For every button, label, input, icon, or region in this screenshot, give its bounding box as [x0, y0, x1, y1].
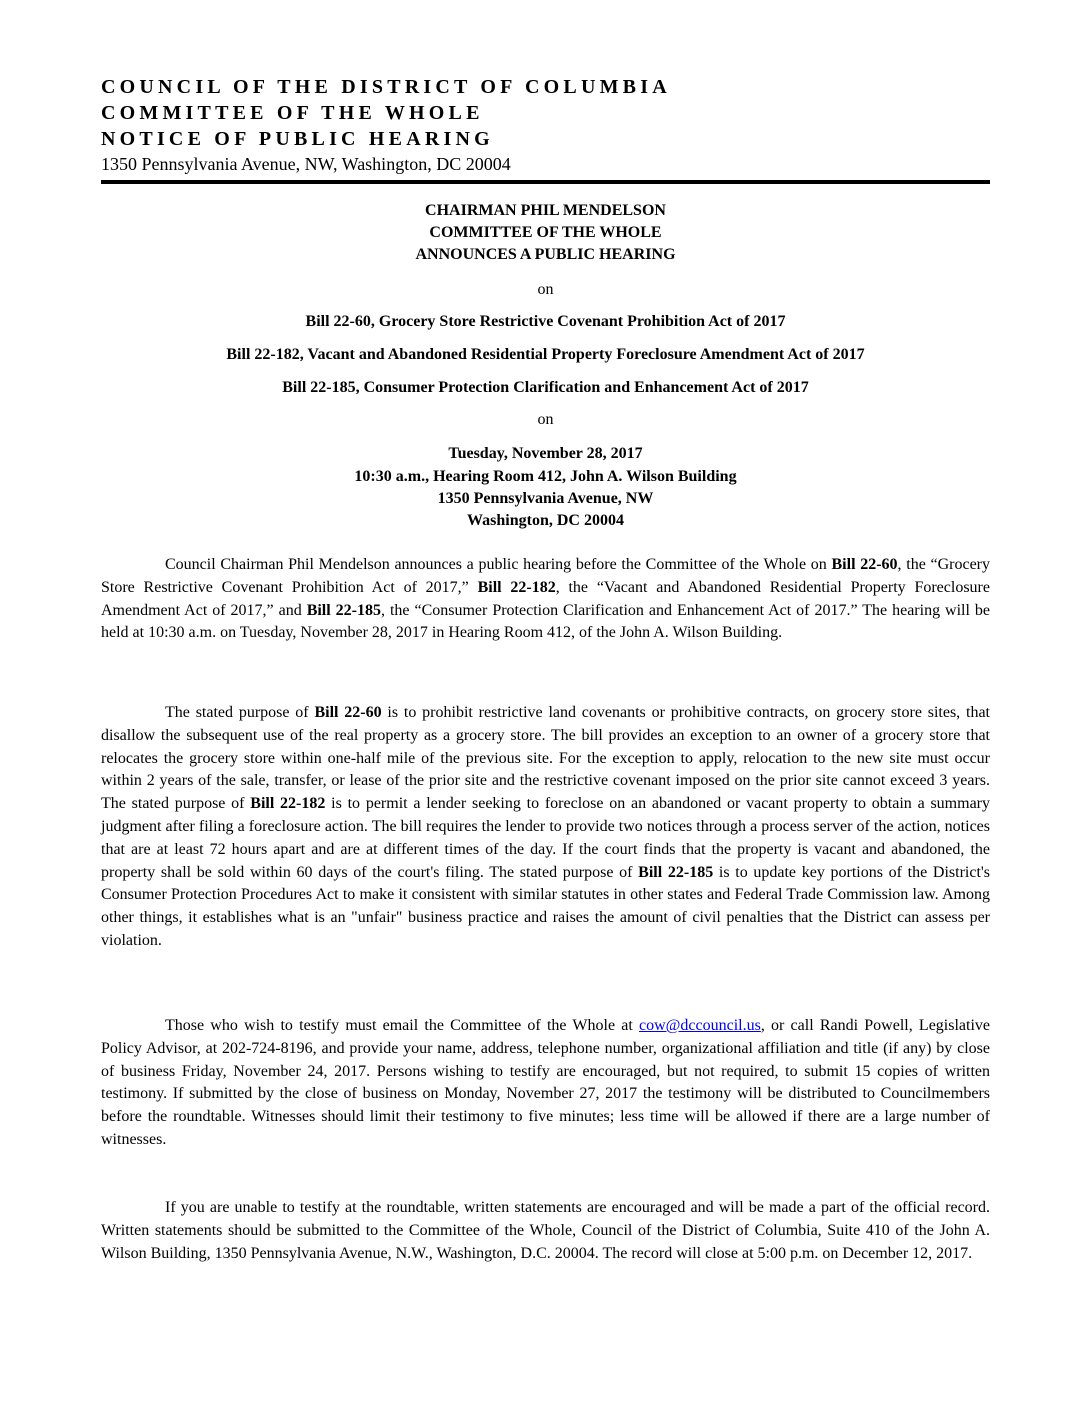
purpose-paragraph: The stated purpose of Bill 22-60 is to prohibit restrictive land covenants or prohibitive contracts, on grocery store sites, that disallow the subsequent use of the real property as a grocery store. The bill provides an exception to an owner of a grocery store that relocates the grocery store within one-half mile of the previous site. For the exception to apply, relocation to the new site must occur within 2 years of the sale, transfer, or lease of the prior site and the restrictive covenant imposed on the prior site cannot exceed 3 years. The stated purpose of Bill 22-182 is to permit a lender seeking to foreclose on an abandoned or vacant property to obtain a summary judgment after filing a foreclosure action. The bill requires the lender to provide two notices through a process server of the action, notices that are at least 72 hours apart and are at different times of the day. If the court finds that the property is vacant and abandoned, the property shall be sold within 60 days of the court's filing. The stated purpose of Bill 22-185 is to update key portions of the District's Consumer Protection Procedures Act to make it consistent with similar statutes in other states and Federal Trade Commission law. Among other things, it establishes what is an "unfair" business practice and raises the amount of civil penalties that the District can assess per violation.	[101, 704, 991, 949]
on-text-2: on	[537, 411, 554, 428]
header-rule	[101, 180, 990, 184]
written-statements-paragraph: If you are unable to testify at the roundtable, written statements are encouraged and will be made a part of the official record. Written statements should be submitted to the Committee of the Whole, Council of the District of Columbia, Suite 410 of the John A. Wilson Building, 1350 Pennsylvania Avenue, N.W., Washington, D.C. 20004. The record will close at 5:00 p.m. on December 12, 2017.	[101, 1199, 990, 1262]
announce-line-3: ANNOUNCES A PUBLIC HEARING	[415, 246, 676, 263]
council-name: COUNCIL OF THE DISTRICT OF COLUMBIA	[101, 76, 671, 98]
email-link[interactable]: cow@dccouncil.us	[639, 1017, 761, 1034]
announce-line-1: CHAIRMAN PHIL MENDELSON	[425, 202, 666, 219]
intro-paragraph: Council Chairman Phil Mendelson announces a public hearing before the Committee of the Whole on Bill 22-60, the “Grocery Store Restrictive Covenant Prohibition Act of 2017,” Bill 22-182, the “Vacant and Abandoned Residential Property Foreclosure Amendment Act of 2017,” and Bill 22-185, the “Consumer Protection Clarification and Enhancement Act of 2017.” The hearing will be held at 10:30 a.m. on Tuesday, November 28, 2017 in Hearing Room 412, of the John A. Wilson Building.	[101, 556, 991, 642]
bill-title-3: Bill 22-185, Consumer Protection Clarification and Enhancement Act of 2017	[282, 379, 809, 396]
announce-line-2: COMMITTEE OF THE WHOLE	[429, 224, 662, 241]
hearing-street: 1350 Pennsylvania Avenue, NW	[437, 490, 654, 507]
bill-title-1: Bill 22-60, Grocery Store Restrictive Covenant Prohibition Act of 2017	[305, 313, 786, 330]
bill-title-2: Bill 22-182, Vacant and Abandoned Residential Property Foreclosure Amendment Act of 2017	[226, 346, 865, 363]
hearing-date: Tuesday, November 28, 2017	[448, 445, 643, 462]
on-text-1: on	[537, 281, 554, 298]
letterhead-address: 1350 Pennsylvania Avenue, NW, Washington, DC 20004	[101, 154, 511, 174]
letterhead	[101, 74, 991, 175]
notice-title: NOTICE OF PUBLIC HEARING	[101, 128, 494, 150]
hearing-city: Washington, DC 20004	[467, 512, 624, 529]
testimony-paragraph: Those who wish to testify must email the Committee of the Whole at cow@dccouncil.us, or call Randi Powell, Legislative Policy Advisor, at 202-724-8196, and provide your name, address, telephone number, organizational affiliation and title (if any) by close of business Friday, November 24, 2017. Persons wishing to testify are encouraged, but not required, to submit 15 copies of written testimony. If submitted by the close of business on Monday, November 27, 2017 the testimony will be distributed to Councilmembers before the roundtable. Witnesses should limit their testimony to five minutes; less time will be allowed if there are a large number of witnesses.	[101, 1017, 991, 1148]
hearing-time-room: 10:30 a.m., Hearing Room 412, John A. Wilson Building	[354, 468, 737, 485]
committee-name: COMMITTEE OF THE WHOLE	[101, 102, 484, 124]
